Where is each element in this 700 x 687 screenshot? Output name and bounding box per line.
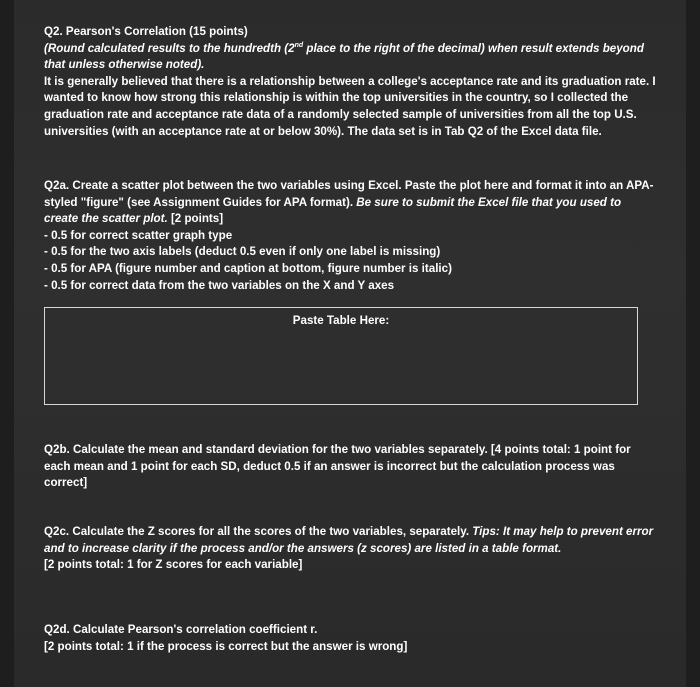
q2a-criterion: - 0.5 for correct scatter graph type (44, 228, 233, 242)
q2a-italic-note: Be sure to submit the Excel file that you used to create the scatter plot. (44, 195, 622, 226)
document-page (14, 0, 686, 687)
q2a-criterion: - 0.5 for APA (figure number and caption at bottom, figure number is italic) (44, 261, 452, 275)
q2a-criterion: - 0.5 for correct data from the two variables on the X and Y axes (44, 278, 395, 292)
q2-rounding-instruction (44, 41, 656, 74)
question-q2a (44, 178, 656, 294)
q2-instruction-sup: nd (294, 41, 304, 49)
q2a-text: Q2a. Create a scatter plot between the two variables using Excel. Paste the plot here and format it into an APA-styled "figure" (see Assignment Guides for APA format). (44, 179, 654, 209)
question-q2b (44, 442, 656, 492)
q2a-points: [2 points] (167, 212, 224, 226)
q2c-prompt (44, 524, 656, 557)
paste-table-box[interactable] (44, 307, 638, 405)
question-q2 (44, 24, 656, 140)
q2-intro: It is generally believed that there is a relationship between a college's acceptance rate and its graduation rate. I wanted to know how strong this relationship is within the top universities in the country, so I collected the graduation rate and acceptance rate data of a randomly selected sample of universities from all the top U.S. universities (with an acceptance rate at or below 30%). The data set is in Tab Q2 of the Excel data file. (44, 74, 656, 138)
q2d-text: Q2d. Calculate Pearson's correlation coefficient r. (44, 623, 318, 636)
q2c-tips: Tips: It may help to prevent error and to increase clarity if the process and/or the answers (z scores) are listed in a table format. (44, 525, 654, 555)
q2c-points: [2 points total: 1 for Z scores for each variable] (44, 558, 303, 572)
question-q2c (44, 524, 656, 574)
q2a-prompt (44, 178, 656, 228)
q2-title: Q2. Pearson's Correlation (15 points) (44, 25, 248, 38)
q2a-criterion: - 0.5 for the two axis labels (deduct 0.5 even if only one label is missing) (44, 245, 441, 259)
q2-instruction-pre: (Round calculated results to the hundredth (2 (44, 41, 295, 55)
q2b-text: Q2b. Calculate the mean and standard deviation for the two variables separately. [4 points total: 1 point for each mean and 1 point for each SD, deduct 0.5 if an answer is incorrect but the calculation process was correct] (44, 443, 631, 490)
q2-instruction-post: place to the right of the decimal) when result extends beyond that unless otherwise noted). (44, 41, 644, 72)
question-q2d (44, 622, 656, 655)
q2d-points: [2 points total: 1 if the process is correct but the answer is wrong] (44, 639, 408, 653)
q2c-text: Q2c. Calculate the Z scores for all the scores of the two variables, separately. (44, 525, 470, 538)
paste-table-label: Paste Table Here: (292, 314, 390, 327)
